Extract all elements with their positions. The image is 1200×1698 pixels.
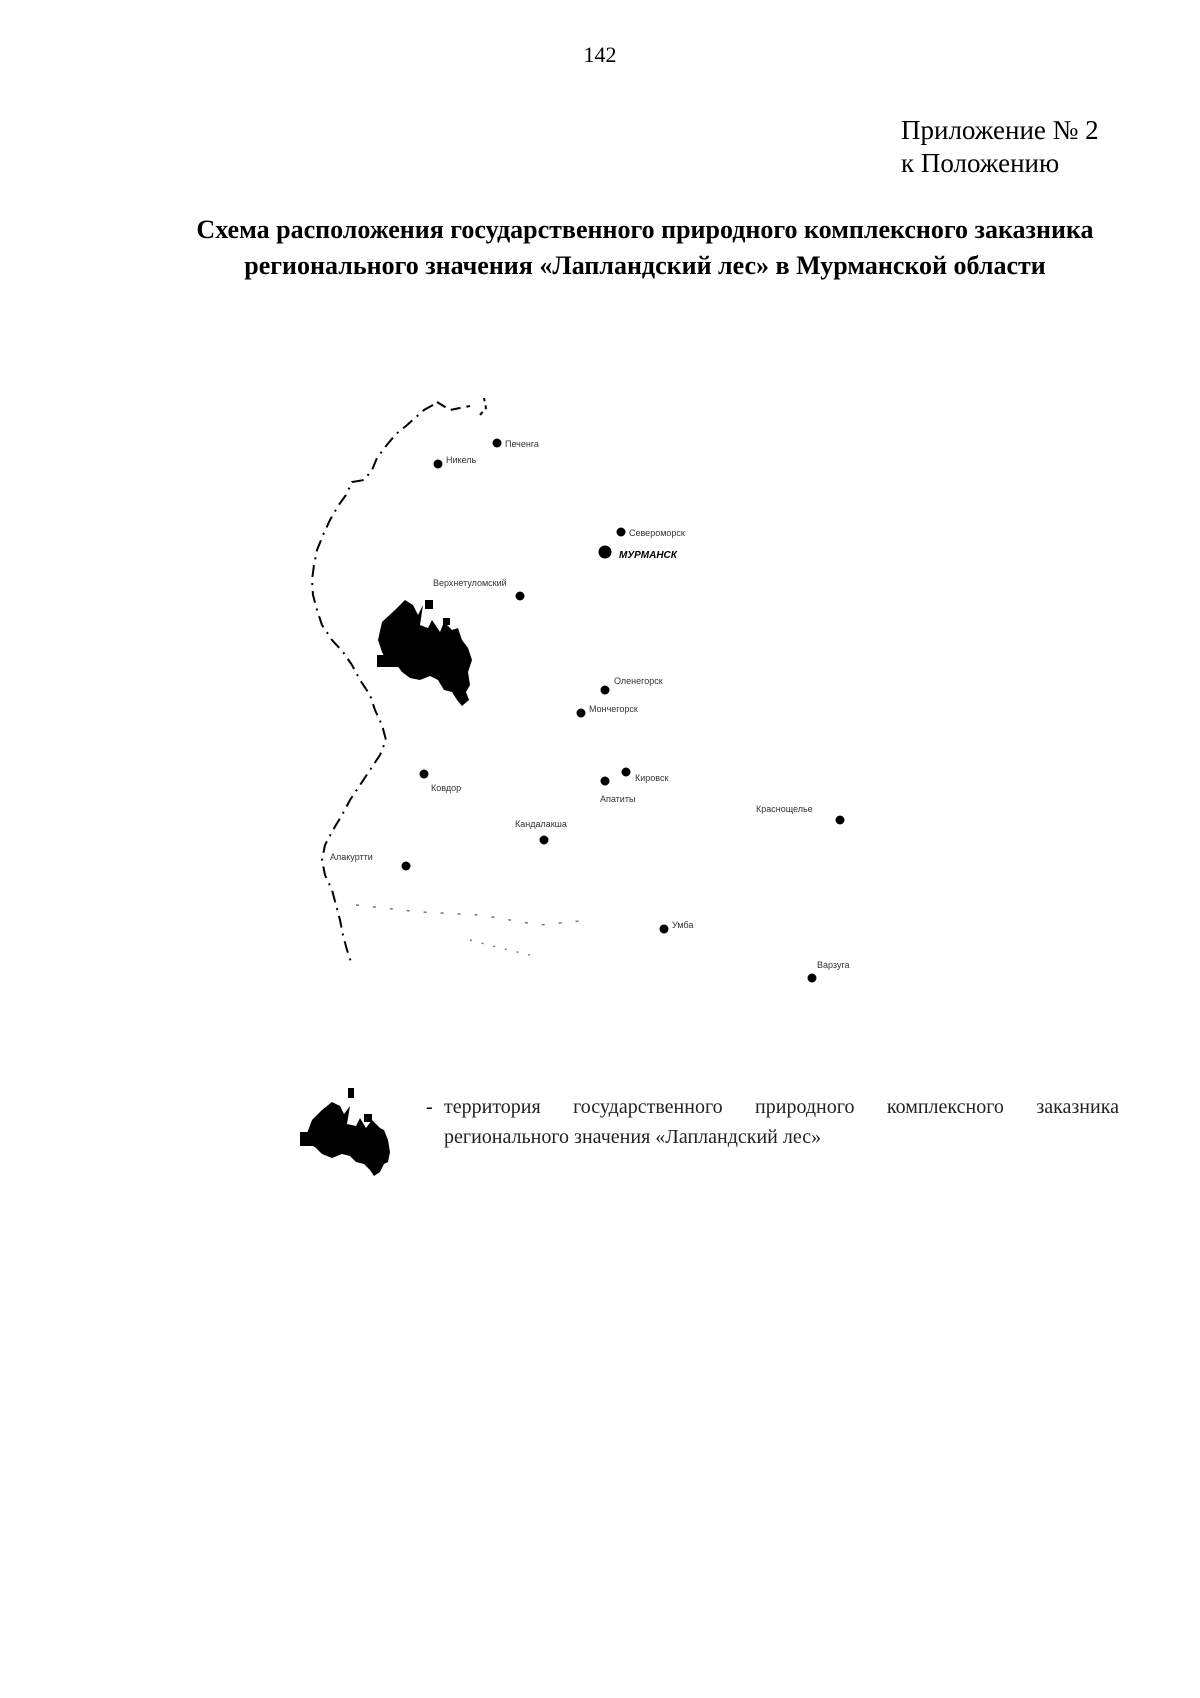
label-verkhnetulomsky: Верхнетуломский xyxy=(433,578,507,588)
dot-kandalaksha xyxy=(540,836,549,845)
label-severomorsk: Североморск xyxy=(629,528,685,538)
dot-verkhnetulomsky xyxy=(516,592,525,601)
dot-krasnoshchelye xyxy=(836,816,845,825)
border-fragment-north xyxy=(437,402,470,410)
dot-alakurtti xyxy=(402,862,411,871)
label-kandalaksha: Кандалакша xyxy=(515,819,567,829)
appendix-line-1: Приложение № 2 xyxy=(901,115,1099,145)
dot-monchegorsk xyxy=(577,709,586,718)
label-nikel: Никель xyxy=(446,455,477,465)
coast-south xyxy=(356,905,590,925)
label-pechenga: Печенга xyxy=(505,439,539,449)
label-apatity: Апатиты xyxy=(600,794,636,804)
legend-dash: - xyxy=(426,1096,433,1118)
legend-reserve-symbol xyxy=(292,1080,412,1180)
appendix-line-2: к Положению xyxy=(901,148,1060,178)
dot-umba xyxy=(660,925,669,934)
state-border-line xyxy=(312,405,433,965)
dot-nikel xyxy=(434,460,443,469)
legend-description: территория государственного природного комплексного заказника регионального значения «Лапландский лес» xyxy=(444,1096,1119,1148)
label-kirovsk: Кировск xyxy=(635,773,669,783)
document-title: Схема расположения государственного природного комплексного заказника регионального значения «Лапландский лес» в Мурманской области xyxy=(196,215,1094,280)
page-number: 142 xyxy=(583,42,617,67)
label-murmansk: МУРМАНСК xyxy=(619,550,677,561)
label-umba: Умба xyxy=(672,920,694,930)
dot-kirovsk xyxy=(622,768,631,777)
label-kovdor: Ковдор xyxy=(431,783,462,793)
dot-severomorsk xyxy=(617,528,626,537)
label-olenegorsk: Оленегорск xyxy=(614,676,663,686)
coast-southeast xyxy=(470,940,530,955)
label-varzuga: Варзуга xyxy=(817,960,850,970)
reserve-lapland-forest xyxy=(377,600,472,706)
border-fragment-top xyxy=(480,398,486,415)
label-krasnoshchelye: Краснощелье xyxy=(756,804,813,814)
label-alakurtti: Алакуртти xyxy=(330,852,373,862)
dot-varzuga xyxy=(808,974,817,983)
label-monchegorsk: Мончегорск xyxy=(589,704,638,714)
dot-apatity xyxy=(601,777,610,786)
dot-olenegorsk xyxy=(601,686,610,695)
dot-pechenga xyxy=(493,439,502,448)
dot-murmansk xyxy=(599,546,612,559)
dot-kovdor xyxy=(420,770,429,779)
